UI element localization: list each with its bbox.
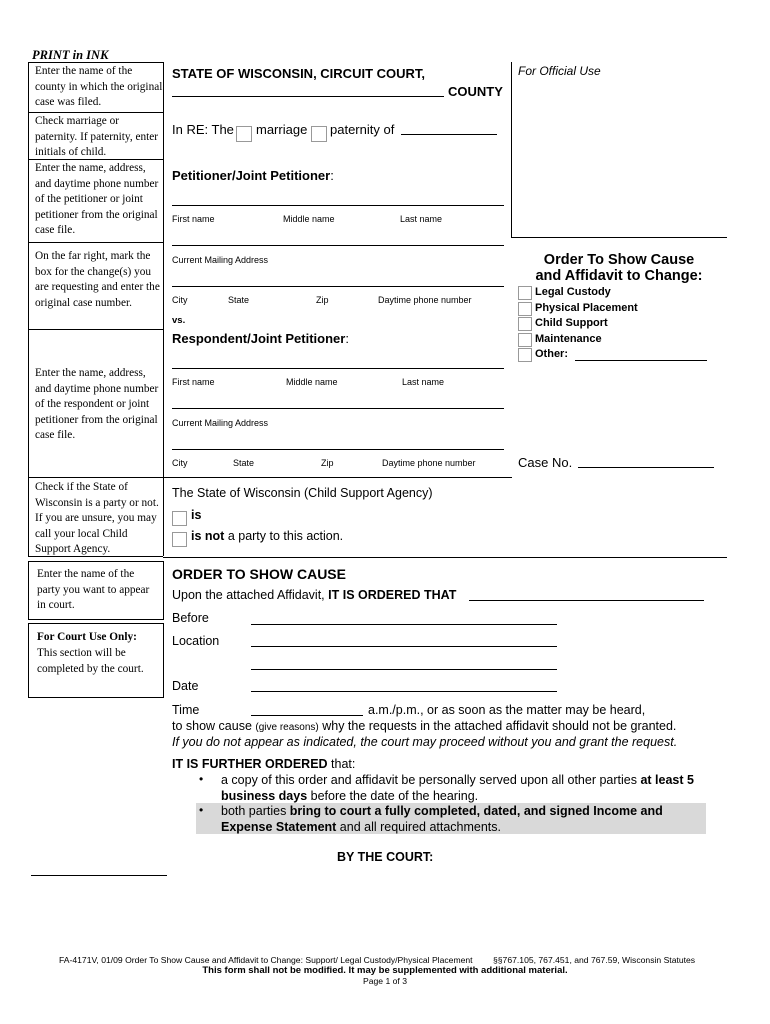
official-use-border xyxy=(511,62,512,237)
warning-text: If you do not appear as indicated, the court may proceed without you and grant the request. xyxy=(172,735,678,749)
judge-signature-field[interactable] xyxy=(31,875,167,876)
respondent-middle-label: Middle name xyxy=(286,377,338,387)
respondent-address-field[interactable] xyxy=(172,408,504,409)
footer-statutes: §§767.105, 767.451, and 767.59, Wisconsin Statutes xyxy=(493,955,696,965)
option-checkbox[interactable] xyxy=(518,317,532,331)
option-label: Other: xyxy=(535,348,568,360)
respondent-phone-label: Daytime phone number xyxy=(382,458,476,468)
option-checkbox[interactable] xyxy=(518,286,532,300)
footer-notice: This form shall not be modified. It may be supplemented with additional material. xyxy=(202,965,568,976)
bullet2-c: and all required attachments. xyxy=(336,819,502,834)
petitioner-state-label: State xyxy=(228,295,250,305)
footer-page: Page 1 of 3 xyxy=(363,976,407,986)
show-cause-text xyxy=(172,719,676,733)
before-label: Before xyxy=(172,611,209,625)
sidebar-right-border xyxy=(163,62,164,556)
respondent-heading-text: Respondent/Joint Petitioner xyxy=(172,331,346,346)
change-help-text: On the far right, mark the box for the change(s) you are requesting and enter the original case number. xyxy=(35,250,160,309)
party-help-text: Enter the name of the party you want to appear in court. xyxy=(37,568,150,612)
before-field[interactable] xyxy=(251,624,557,625)
petitioner-middle-label: Middle name xyxy=(283,214,335,224)
location-field-2[interactable] xyxy=(251,669,557,670)
petitioner-zip-label: Zip xyxy=(316,295,329,305)
date-field[interactable] xyxy=(251,691,557,692)
state-is-checkbox[interactable] xyxy=(172,511,187,526)
sidebar-divider xyxy=(28,477,163,478)
order-title xyxy=(512,252,726,284)
county-help-text: Enter the name of the county in which the original case was filed. xyxy=(35,65,163,109)
petitioner-first-label: First name xyxy=(172,214,215,224)
bullet2-a: both parties xyxy=(221,804,290,818)
respondent-address-label: Current Mailing Address xyxy=(172,418,269,428)
respondent-city-field[interactable] xyxy=(172,449,504,450)
bullet-icon: • xyxy=(199,803,204,817)
state-is-not-label xyxy=(191,529,343,543)
by-the-court: BY THE COURT: xyxy=(337,850,434,864)
bullet-1-text xyxy=(221,773,707,804)
is-not-bold: is not xyxy=(191,529,225,543)
petitioner-name-field[interactable] xyxy=(172,205,504,206)
respondent-heading xyxy=(172,331,349,346)
petitioner-colon: : xyxy=(330,168,334,183)
option-label: Maintenance xyxy=(535,332,602,345)
petitioner-phone-label: Daytime phone number xyxy=(378,295,472,305)
sidebar-divider xyxy=(28,329,163,330)
case-no-label: Case No. xyxy=(518,455,573,470)
option-checkbox[interactable] xyxy=(518,333,532,347)
sidebar-left-border xyxy=(28,62,29,556)
court-use-title: For Court Use Only: xyxy=(37,631,137,643)
date-label: Date xyxy=(172,679,199,693)
respondent-colon: : xyxy=(345,331,349,346)
petitioner-heading xyxy=(172,168,334,183)
county-label: COUNTY xyxy=(448,84,503,99)
petitioner-heading-text: Petitioner/Joint Petitioner xyxy=(172,168,331,183)
further-ordered-text xyxy=(172,757,355,771)
petitioner-city-field[interactable] xyxy=(172,286,504,287)
official-use-label: For Official Use xyxy=(518,64,601,78)
petitioner-address-field[interactable] xyxy=(172,245,504,246)
respondent-name-field[interactable] xyxy=(172,368,504,369)
upon-affidavit-text xyxy=(172,588,456,602)
option-checkbox[interactable] xyxy=(518,348,532,362)
bullet2-b: bring to court a fully completed, dated, and signed Income and Expense Statement xyxy=(221,804,663,834)
ampm-text: a.m./p.m., or as soon as the matter may be heard, xyxy=(368,703,646,717)
order-title-line1: Order To Show Cause xyxy=(543,252,695,268)
court-title: STATE OF WISCONSIN, CIRCUIT COURT, xyxy=(172,66,426,81)
location-field[interactable] xyxy=(251,646,557,647)
it-is-ordered: IT IS ORDERED THAT xyxy=(328,588,457,602)
option-label: Child Support xyxy=(535,317,608,329)
court-use-text: This section will be completed by the court. xyxy=(37,647,144,675)
marriage-checkbox[interactable] xyxy=(236,126,252,142)
petitioner-city-label: City xyxy=(172,295,188,305)
order-title-line2: and Affidavit to Change: xyxy=(535,268,703,284)
respondent-first-label: First name xyxy=(172,377,215,387)
bullet-2-text xyxy=(221,804,703,835)
official-use-bottom xyxy=(511,237,727,238)
respondent-help-text: Enter the name, address, and daytime phone number of the respondent or joint petitioner from the original case file. xyxy=(35,367,159,442)
option-label: Legal Custody xyxy=(535,286,611,298)
petitioner-last-label: Last name xyxy=(400,214,443,224)
state-is-not-checkbox[interactable] xyxy=(172,532,187,547)
bullet1-b: at least 5 business days xyxy=(221,773,694,803)
print-in-ink-note: PRINT in INK xyxy=(32,48,109,62)
ordered-party-field[interactable] xyxy=(469,600,704,601)
sidebar-divider xyxy=(28,62,163,63)
state-is-label: is xyxy=(191,508,202,522)
show-cause-b: why the requests in the attached affidavit should not be granted. xyxy=(318,719,677,733)
upon-text: Upon the attached Affidavit, xyxy=(172,588,329,602)
sidebar-divider xyxy=(28,112,163,113)
time-label: Time xyxy=(172,703,200,717)
other-change-field[interactable] xyxy=(575,360,707,361)
state-help-text: Check if the State of Wisconsin is a party or not. If you are unsure, you may call your local Child Support Agency. xyxy=(35,481,159,556)
sidebar-divider xyxy=(28,242,163,243)
time-field[interactable] xyxy=(251,715,363,716)
paternity-label: paternity of xyxy=(330,122,395,137)
marriage-label: marriage xyxy=(256,122,308,137)
state-section-top-rule xyxy=(163,477,512,478)
child-initials-field[interactable] xyxy=(401,134,497,135)
petitioner-help-text: Enter the name, address, and daytime phone number of the petitioner or joint petitioner from the original case file. xyxy=(35,162,159,237)
option-checkbox[interactable] xyxy=(518,302,532,316)
paternity-checkbox[interactable] xyxy=(311,126,327,142)
further-that: that: xyxy=(327,757,356,771)
order-heading: ORDER TO SHOW CAUSE xyxy=(172,566,346,582)
in-re-label: In RE: The xyxy=(172,122,234,137)
further-bold: IT IS FURTHER ORDERED xyxy=(172,757,328,771)
respondent-last-label: Last name xyxy=(402,377,445,387)
bullet1-a: a copy of this order and affidavit be personally served upon all other parties xyxy=(221,773,641,787)
option-label: Physical Placement xyxy=(535,301,638,314)
give-reasons: (give reasons) xyxy=(255,722,319,733)
is-not-rest: a party to this action. xyxy=(224,529,344,543)
bullet-icon: • xyxy=(199,772,204,786)
footer-form-id: FA-4171V, 01/09 Order To Show Cause and Affidavit to Change: Support/ Legal Custody/Physical Placement xyxy=(59,955,473,965)
bullet1-c: before the date of the hearing. xyxy=(307,788,479,803)
respondent-zip-label: Zip xyxy=(321,458,334,468)
respondent-city-label: City xyxy=(172,458,188,468)
county-name-field[interactable] xyxy=(172,96,444,97)
order-section-rule xyxy=(163,557,727,558)
vs-label: vs. xyxy=(172,315,186,326)
state-party-text: The State of Wisconsin (Child Support Agency) xyxy=(172,486,433,500)
marriage-help-text: Check marriage or paternity. If paternity, enter initials of child. xyxy=(35,115,159,159)
respondent-state-label: State xyxy=(233,458,255,468)
show-cause-a: to show cause xyxy=(172,719,256,733)
case-no-field[interactable] xyxy=(578,467,714,468)
location-label: Location xyxy=(172,634,220,648)
petitioner-address-label: Current Mailing Address xyxy=(172,255,269,265)
